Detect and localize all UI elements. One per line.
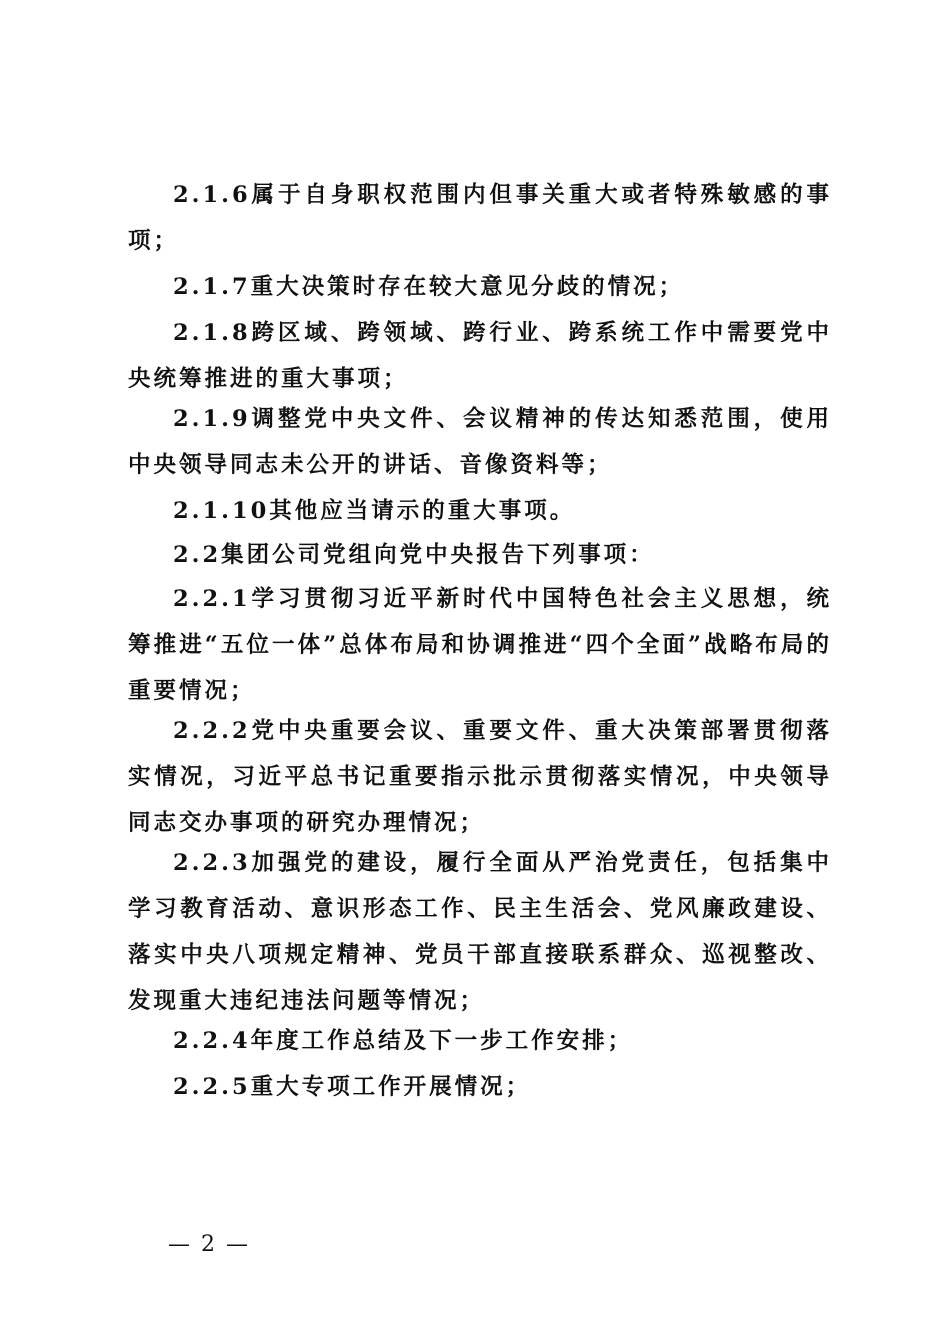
page-number: — 2 — [168,1232,250,1257]
paragraph-2-1-6: 2.1.6属于自身职权范围内但事关重大或者特殊敏感的事项； [128,182,832,254]
paragraph-2-1-9: 2.1.9调整党中央文件、会议精神的传达知悉范围，使用中央领导同志未公开的讲话、音像资料等； [128,406,832,478]
paragraph-2-2-3: 2.2.3加强党的建设，履行全面从严治党责任，包括集中学习教育活动、意识形态工作、民主生活会、党风廉政建设、落实中央八项规定精神、党员干部直接联系群众、巡视整改、发现重大违纪违法问题等情况； [128,850,832,1014]
paragraph-2-2-1: 2.2.1学习贯彻习近平新时代中国特色社会主义思想，统筹推进“五位一体”总体布局和协调推进“四个全面”战略布局的重要情况； [128,586,832,704]
paragraph-2-1-10: 2.1.10其他应当请示的重大事项。 [173,498,576,524]
paragraph-2-1-8: 2.1.8跨区域、跨领域、跨行业、跨系统工作中需要党中央统筹推进的重大事项； [128,320,832,392]
paragraph-2-2: 2.2集团公司党组向党中央报告下列事项： [173,542,655,568]
paragraph-2-2-4: 2.2.4年度工作总结及下一步工作安排； [173,1028,634,1054]
paragraph-2-1-7: 2.1.7重大决策时存在较大意见分歧的情况； [173,274,685,300]
paragraph-2-2-5: 2.2.5重大专项工作开展情况； [173,1074,532,1100]
paragraph-2-2-2: 2.2.2党中央重要会议、重要文件、重大决策部署贯彻落实情况，习近平总书记重要指示批示贯彻落实情况，中央领导同志交办事项的研究办理情况； [128,718,832,836]
